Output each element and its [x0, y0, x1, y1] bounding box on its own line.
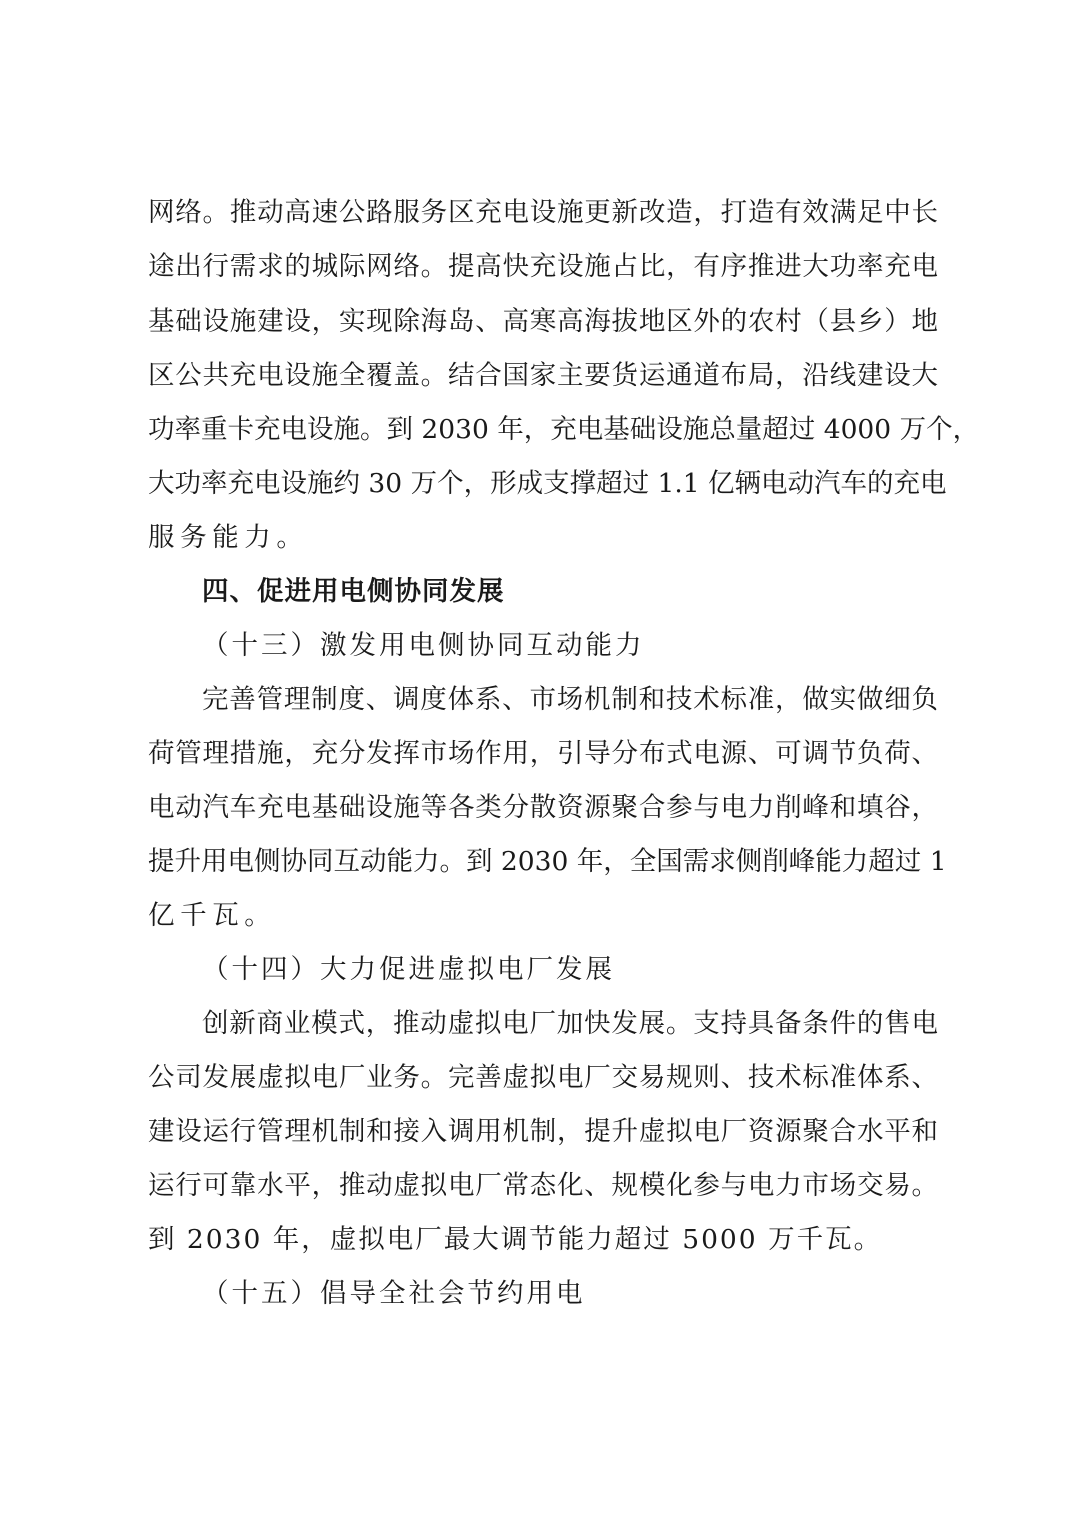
paragraph-line: 完善管理制度、调度体系、市场机制和技术标准，做实做细负 — [202, 684, 938, 715]
paragraph-line: 途出行需求的城际网络。提高快充设施占比，有序推进大功率充电 — [148, 251, 938, 282]
paragraph-line: 提升用电侧协同互动能力。到 2030 年，全国需求侧削峰能力超过 1 — [148, 846, 947, 877]
paragraph-line: 建设运行管理机制和接入调用机制，提升虚拟电厂资源聚合水平和 — [148, 1116, 938, 1147]
paragraph-line: 基础设施建设，实现除海岛、高寒高海拔地区外的农村（县乡）地 — [148, 306, 938, 337]
subsection-heading: （十四）大力促进虚拟电厂发展 — [202, 954, 615, 985]
paragraph-line: 网络。推动高速公路服务区充电设施更新改造，打造有效满足中长 — [148, 197, 938, 228]
paragraph-line: 大功率充电设施约 30 万个，形成支撑超过 1.1 亿辆电动汽车的充电 — [148, 468, 947, 499]
paragraph-line: 亿千瓦。 — [148, 900, 277, 931]
subsection-heading: （十五）倡导全社会节约用电 — [202, 1278, 586, 1309]
paragraph-line: 功率重卡充电设施。到 2030 年，充电基础设施总量超过 4000 万个， — [148, 414, 980, 445]
paragraph-line: 服务能力。 — [148, 522, 309, 553]
paragraph-line: 电动汽车充电基础设施等各类分散资源聚合参与电力削峰和填谷， — [148, 792, 938, 823]
subsection-heading: （十三）激发用电侧协同互动能力 — [202, 630, 645, 661]
paragraph-line: 创新商业模式，推动虚拟电厂加快发展。支持具备条件的售电 — [202, 1008, 938, 1039]
paragraph-line: 荷管理措施，充分发挥市场作用，引导分布式电源、可调节负荷、 — [148, 738, 938, 769]
paragraph-line: 区公共充电设施全覆盖。结合国家主要货运通道布局，沿线建设大 — [148, 360, 938, 391]
paragraph-line: 到 2030 年，虚拟电厂最大调节能力超过 5000 万千瓦。 — [148, 1224, 883, 1255]
section-heading: 四、促进用电侧协同发展 — [202, 576, 505, 607]
paragraph-line: 公司发展虚拟电厂业务。完善虚拟电厂交易规则、技术标准体系、 — [148, 1062, 938, 1093]
paragraph-line: 运行可靠水平，推动虚拟电厂常态化、规模化参与电力市场交易。 — [148, 1170, 938, 1201]
